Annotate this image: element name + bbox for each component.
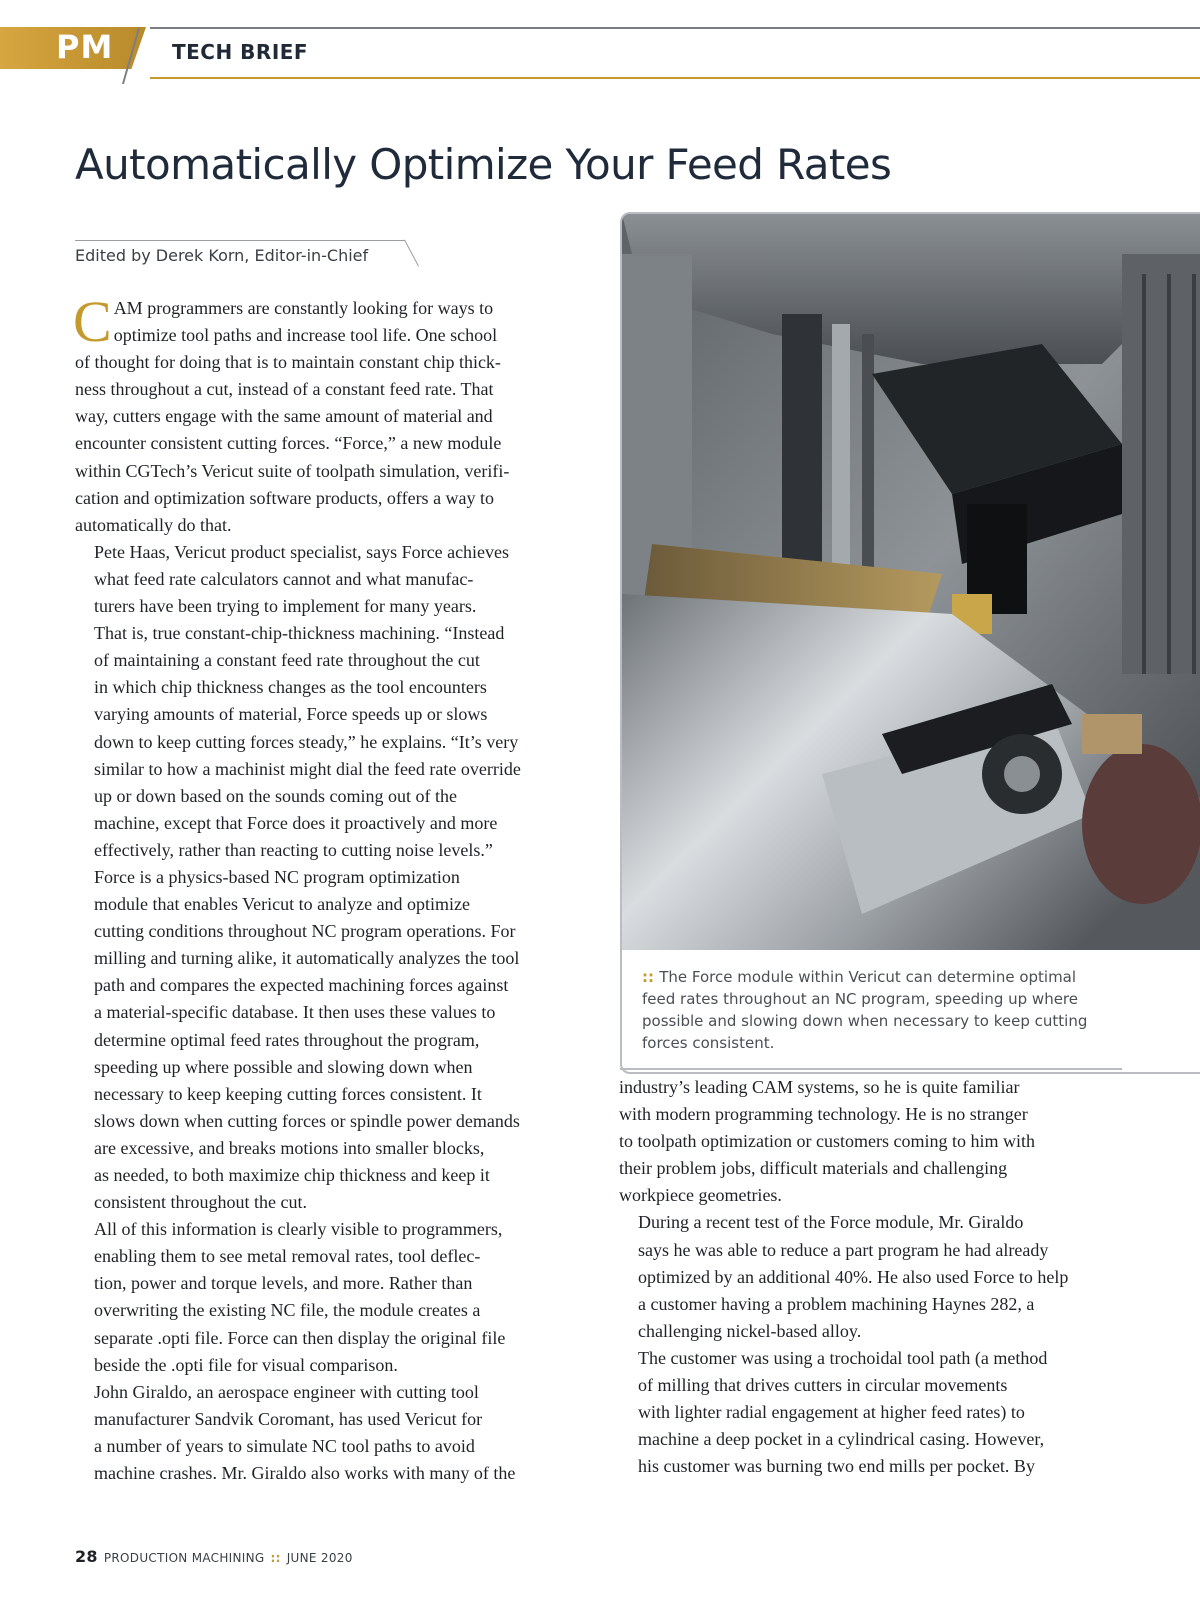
paragraph — [619, 1209, 1134, 1344]
caption-rule — [620, 1068, 1122, 1070]
byline: Edited by Derek Korn, Editor-in-Chief — [75, 246, 369, 265]
text-line: what feed rate calculators cannot and what manufac- — [94, 568, 474, 589]
text-line: of milling that drives cutters in circular movements — [638, 1375, 1008, 1396]
header-bottom-rule — [150, 77, 1200, 79]
text-line: cutting conditions throughout NC program operations. For — [94, 921, 516, 942]
machine-photo — [622, 214, 1200, 950]
text-line: necessary to keep keeping cutting forces consistent. It — [94, 1083, 482, 1104]
text-line: speeding up where possible and slowing down when — [94, 1056, 473, 1077]
page-footer — [75, 1547, 353, 1566]
text-line: determine optimal feed rates throughout the program, — [94, 1029, 480, 1050]
paragraph — [75, 1379, 585, 1487]
paragraph — [619, 1345, 1134, 1480]
text-line: a number of years to simulate NC tool paths to avoid — [94, 1435, 475, 1456]
paragraph — [73, 289, 585, 539]
caption-text: The Force module within Vericut can determine optimal — [659, 968, 1077, 986]
caption-line: forces consistent. — [642, 1034, 775, 1052]
text-line: All of this information is clearly visible to programmers, — [94, 1219, 503, 1240]
caption-line: feed rates throughout an NC program, speeding up where — [642, 990, 1078, 1008]
article-right-column — [619, 1074, 1134, 1480]
text-line: beside the .opti file for visual comparison. — [94, 1354, 398, 1375]
text-line: machine crashes. Mr. Giraldo also works with many of the — [94, 1463, 516, 1484]
text-line: module that enables Vericut to analyze and optimize — [94, 894, 471, 915]
text-line: slows down when cutting forces or spindle power demands — [94, 1110, 520, 1131]
byline-tick — [404, 240, 419, 267]
text-line: Pete Haas, Vericut product specialist, says Force achieves — [94, 541, 510, 562]
text-line: optimize tool paths and increase tool life. One school — [113, 325, 498, 346]
page-number: 28 — [75, 1547, 98, 1566]
text-line: ness throughout a cut, instead of a constant feed rate. That — [75, 379, 494, 400]
paragraph — [619, 1074, 1134, 1209]
paragraph — [75, 1216, 585, 1379]
text-line: down to keep cutting forces steady,” he explains. “It’s very — [94, 731, 519, 752]
text-line: separate .opti file. Force can then display the original file — [94, 1327, 506, 1348]
text-line: manufacturer Sandvik Coromant, has used Vericut for — [94, 1408, 483, 1429]
issue-date: JUNE 2020 — [286, 1551, 353, 1565]
text-line: During a recent test of the Force module, Mr. Giraldo — [638, 1212, 1024, 1233]
text-line: tion, power and torque levels, and more. Rather than — [94, 1273, 473, 1294]
text-line: machine, except that Force does it proactively and more — [94, 812, 498, 833]
text-line: workpiece geometries. — [619, 1185, 782, 1206]
text-line: turers have been trying to implement for many years. — [94, 596, 477, 617]
article-title: Automatically Optimize Your Feed Rates — [75, 140, 892, 189]
text-line: up or down based on the sounds coming out of the — [94, 785, 457, 806]
text-line: similar to how a machinist might dial the feed rate override — [94, 758, 521, 779]
text-line: of thought for doing that is to maintain constant chip thick- — [75, 352, 501, 373]
text-line: machine a deep pocket in a cylindrical casing. However, — [638, 1429, 1045, 1450]
publication-name: PRODUCTION MACHINING — [103, 1551, 265, 1565]
text-line: optimized by an additional 40%. He also used Force to help — [638, 1266, 1069, 1287]
text-line: as needed, to both maximize chip thickness and keep it — [94, 1165, 490, 1185]
text-line: overwriting the existing NC file, the module creates a — [94, 1300, 481, 1321]
paragraph — [75, 864, 585, 1216]
text-line: Force is a physics-based NC program optimization — [94, 866, 460, 887]
drop-cap: C — [73, 289, 112, 354]
text-line: enabling them to see metal removal rates, tool deflec- — [94, 1246, 481, 1267]
figure-caption — [642, 966, 1112, 1054]
page-header — [0, 26, 1200, 80]
text-line: milling and turning alike, it automatically analyzes the tool — [94, 948, 520, 969]
text-line: with lighter radial engagement at higher feed rates) to — [638, 1402, 1025, 1423]
figure — [620, 212, 1200, 1074]
text-line: a customer having a problem machining Haynes 282, a — [638, 1293, 1035, 1314]
text-line: challenging nickel-based alloy. — [638, 1320, 862, 1341]
text-line: way, cutters engage with the same amount of material and — [75, 406, 493, 427]
text-line: automatically do that. — [75, 514, 232, 535]
byline-rule — [75, 240, 405, 241]
section-label: TECH BRIEF — [172, 40, 309, 64]
text-line: are excessive, and breaks motions into smaller blocks, — [94, 1137, 485, 1158]
text-line: to toolpath optimization or customers coming to him with — [619, 1131, 1035, 1152]
text-line: his customer was burning two end mills per pocket. By — [638, 1456, 1035, 1477]
text-line: That is, true constant-chip-thickness machining. “Instead — [94, 623, 505, 644]
text-line: John Giraldo, an aerospace engineer with cutting tool — [94, 1381, 479, 1402]
footer-separator: :: — [270, 1551, 281, 1565]
text-line: path and compares the expected machining forces against — [94, 975, 509, 996]
text-line: industry’s leading CAM systems, so he is quite familiar — [619, 1077, 1020, 1097]
text-line: of maintaining a constant feed rate throughout the cut — [94, 650, 480, 671]
text-line: with modern programming technology. He is no stranger — [619, 1104, 1028, 1125]
text-line: AM programmers are constantly looking for ways to — [113, 298, 494, 318]
text-line: The customer was using a trochoidal tool path (a method — [638, 1347, 1048, 1368]
text-line: encounter consistent cutting forces. “Force,” a new module — [75, 433, 502, 454]
paragraph — [75, 539, 585, 864]
text-line: a material-specific database. It then uses these values to — [94, 1002, 496, 1023]
text-line: their problem jobs, difficult materials and challenging — [619, 1158, 1008, 1179]
text-line: effectively, rather than reacting to cutting noise levels.” — [94, 839, 493, 860]
header-top-rule — [150, 27, 1200, 29]
text-line: in which chip thickness changes as the tool encounters — [94, 677, 487, 698]
caption-bullet: :: — [642, 968, 660, 986]
caption-line: possible and slowing down when necessary to keep cutting — [642, 1012, 1088, 1030]
text-line: cation and optimization software products, offers a way to — [75, 487, 495, 508]
text-line: varying amounts of material, Force speeds up or slows — [94, 704, 488, 725]
pm-logo-text: PM — [56, 28, 114, 66]
text-line: within CGTech’s Vericut suite of toolpath simulation, verifi- — [75, 460, 510, 481]
caption-line — [642, 966, 1112, 988]
text-line: consistent throughout the cut. — [94, 1192, 307, 1213]
text-line: says he was able to reduce a part program he had already — [638, 1239, 1049, 1260]
article-left-column — [73, 289, 585, 1487]
